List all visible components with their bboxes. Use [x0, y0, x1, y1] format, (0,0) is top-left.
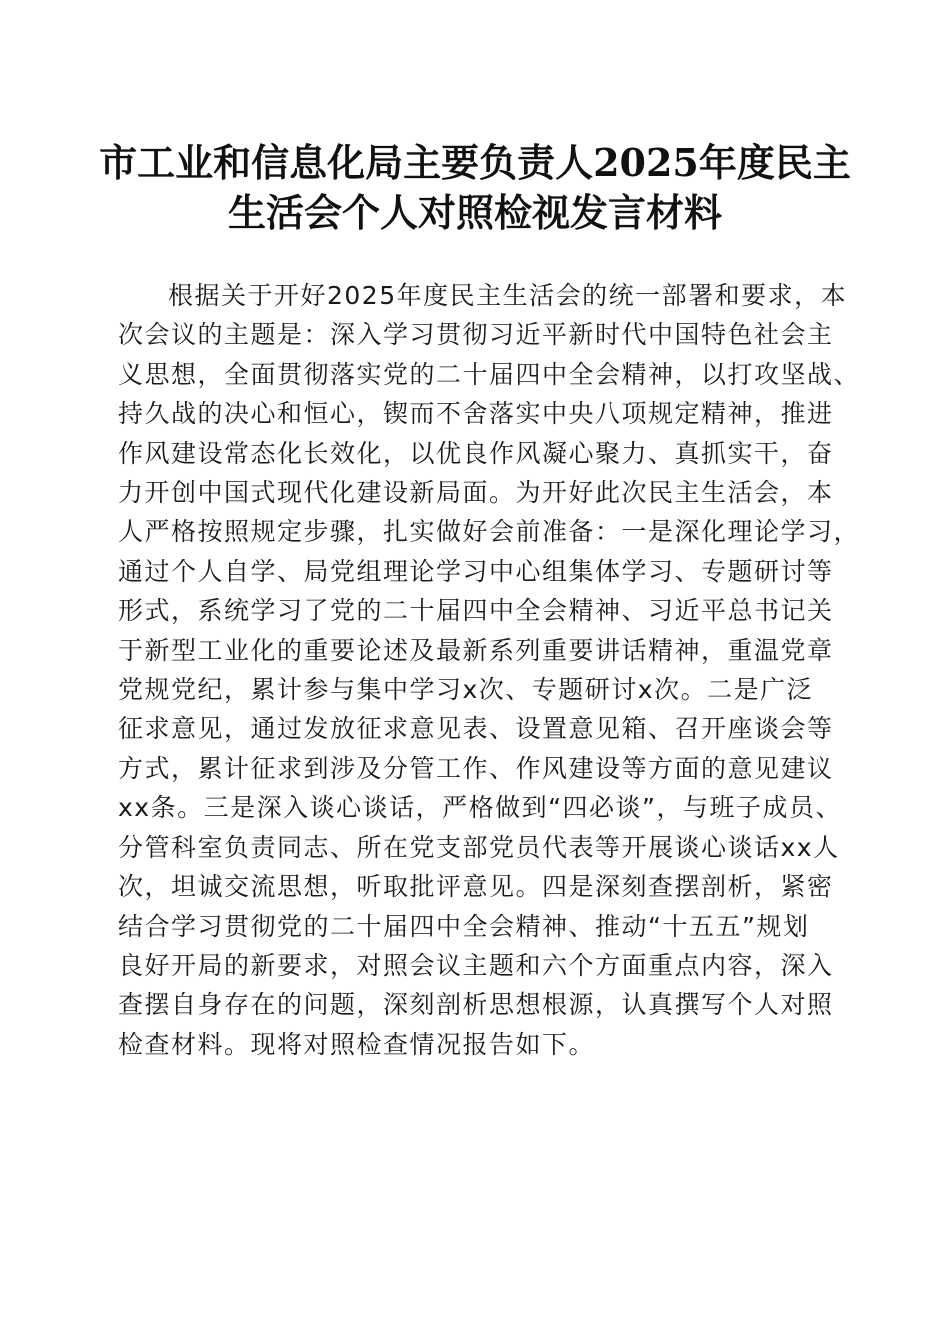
body-line: 人严格按照规定步骤，扎实做好会前准备：一是深化理论学习， [118, 517, 861, 547]
document-title [80, 138, 870, 238]
body-line: 次，坦诚交流思想，听取批评意见。四是深刻查摆剖析，紧密 [118, 872, 834, 902]
body-line: 次会议的主题是：深入学习贯彻习近平新时代中国特色社会主 [118, 320, 834, 350]
body-line: 结合学习贯彻党的二十届四中全会精神、推动“十五五”规划 [118, 911, 810, 941]
body-line: 作风建设常态化长效化，以优良作风凝心聚力、真抓实干，奋 [118, 438, 834, 468]
body-line: 检查材料。现将对照检查情况报告如下。 [118, 1029, 596, 1059]
body-line: 义思想，全面贯彻落实党的二十届四中全会精神，以打攻坚战、 [118, 359, 861, 389]
body-line: xx条。三是深入谈心谈话，严格做到“四必谈”，与班子成员、 [118, 793, 842, 823]
title-line: 生活会个人对照检视发言材料 [227, 190, 722, 235]
body-line: 征求意见，通过发放征求意见表、设置意见箱、召开座谈会等 [118, 714, 834, 744]
body-line: 根据关于开好2025年度民主生活会的统一部署和要求，本 [168, 281, 848, 310]
body-paragraph [118, 276, 861, 1064]
title-line: 市工业和信息化局主要负责人2025年度民主 [99, 140, 851, 185]
body-line: 党规党纪，累计参与集中学习x次、专题研讨x次。二是广泛 [118, 675, 814, 705]
body-line: 力开创中国式现代化建设新局面。为开好此次民主生活会，本 [118, 478, 834, 508]
body-line: 方式，累计征求到涉及分管工作、作风建设等方面的意见建议 [118, 753, 834, 783]
body-line: 持久战的决心和恒心，锲而不舍落实中央八项规定精神，推进 [118, 399, 834, 429]
body-line: 形式，系统学习了党的二十届四中全会精神、习近平总书记关 [118, 596, 834, 626]
body-line: 良好开局的新要求，对照会议主题和六个方面重点内容，深入 [118, 950, 834, 980]
body-line: 通过个人自学、局党组理论学习中心组集体学习、专题研讨等 [118, 556, 834, 586]
body-line: 于新型工业化的重要论述及最新系列重要讲话精神，重温党章 [118, 635, 834, 665]
body-line: 分管科室负责同志、所在党支部党员代表等开展谈心谈话xx人 [118, 832, 840, 862]
body-line: 查摆自身存在的问题，深刻剖析思想根源，认真撰写个人对照 [118, 990, 834, 1020]
